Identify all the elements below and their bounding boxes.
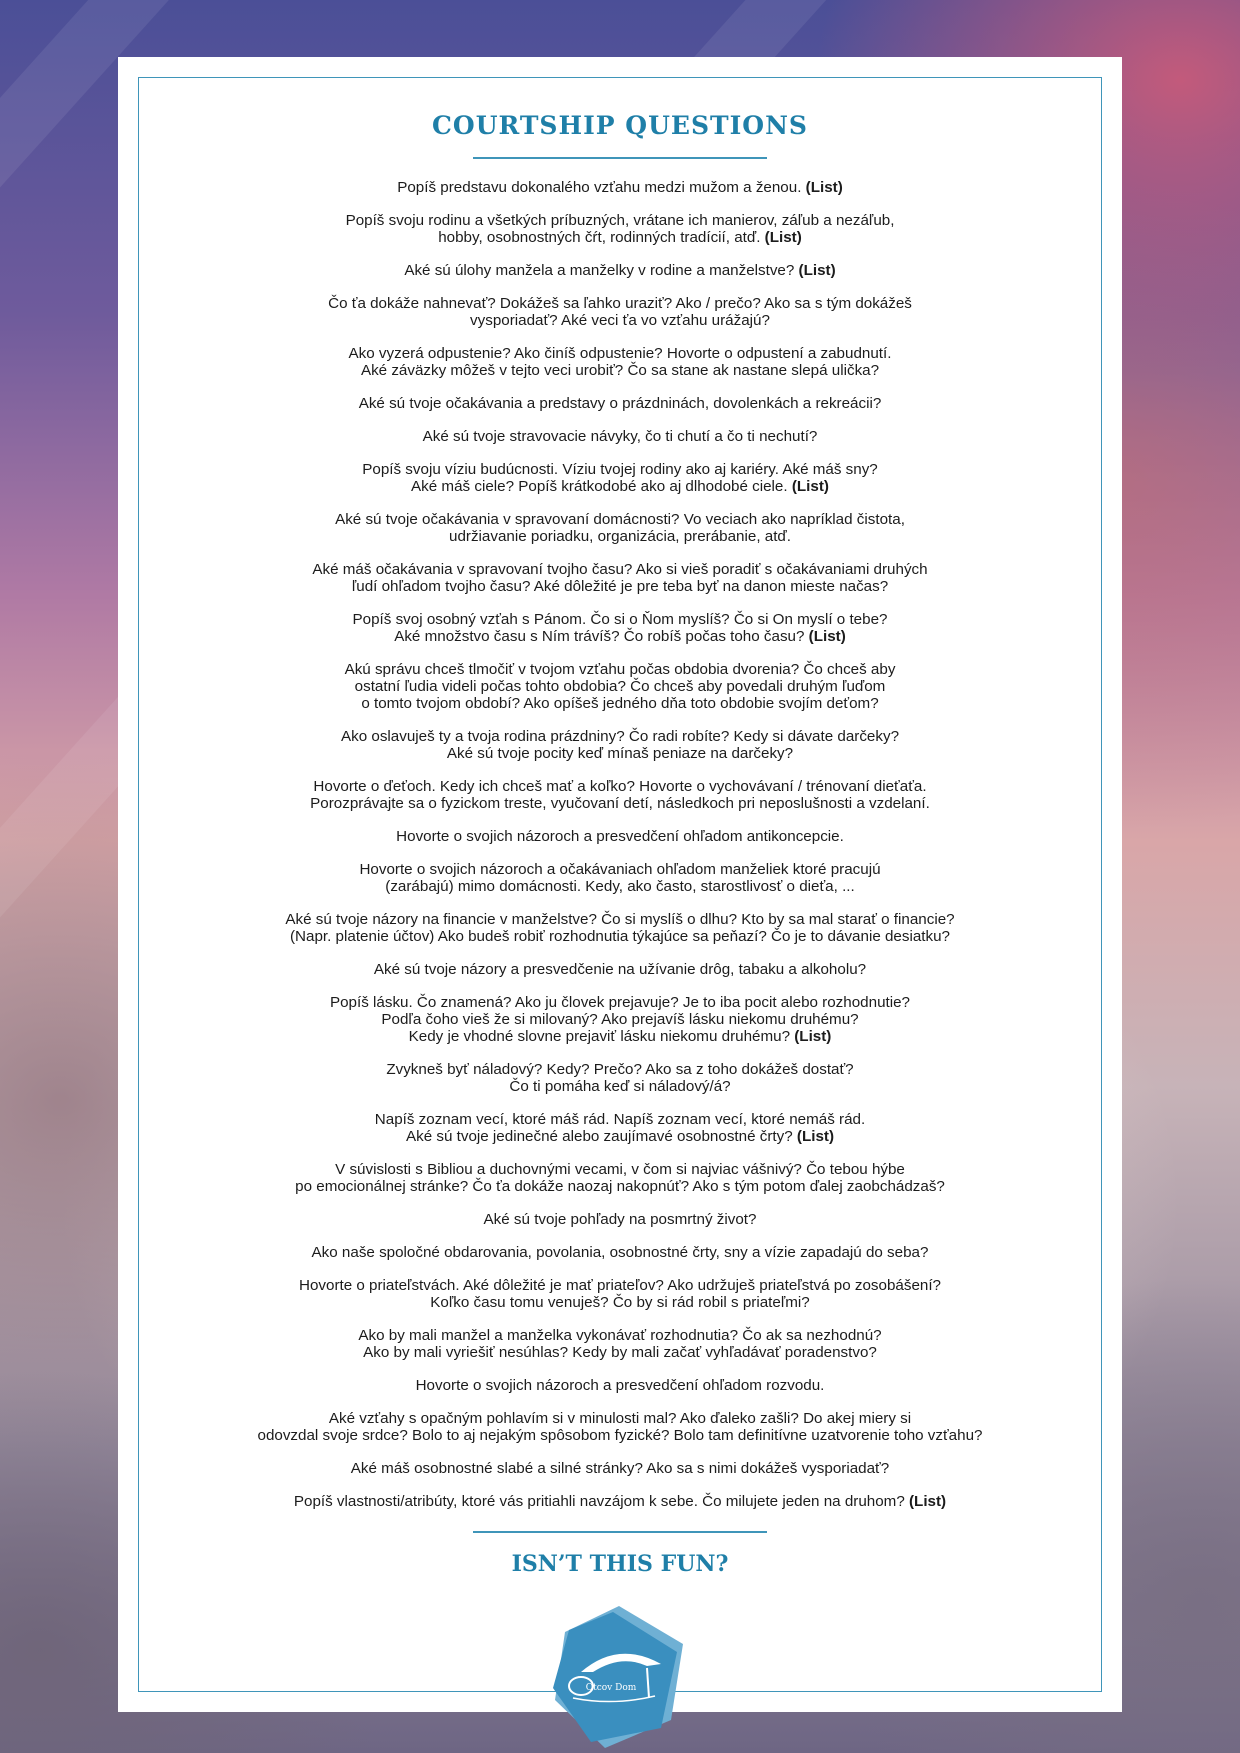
list-tag: (List)	[805, 179, 843, 196]
question-item	[158, 1493, 1082, 1510]
question-text-line: Ako by mali vyriešiť nesúhlas? Kedy by mali začať vyhľadávať poradenstvo?	[363, 1344, 877, 1361]
question-text-line: udržiavanie poriadku, organizácia, prerábanie, atď.	[449, 528, 791, 545]
list-tag: (List)	[796, 1128, 835, 1145]
question-text-line: Popíš svoju víziu budúcnosti. Víziu tvojej rodiny ako aj kariéry. Aké máš sny?	[362, 461, 878, 478]
question-text-line: hobby, osobnostných čŕt, rodinných tradícií, atď.	[438, 229, 765, 246]
question-item	[158, 1244, 1082, 1261]
list-tag: (List)	[808, 628, 846, 645]
question-item	[158, 1460, 1082, 1477]
list-tag: (List)	[791, 478, 829, 495]
list-tag: (List)	[794, 1028, 832, 1045]
question-item	[158, 395, 1082, 412]
question-item	[158, 1211, 1082, 1228]
question-text-line: Hovorte o svojich názoroch a očakávaniach ohľadom manželiek ktoré pracujú	[359, 861, 881, 878]
question-text-line: Aké sú tvoje názory a presvedčenie na užívanie drôg, tabaku a alkoholu?	[373, 961, 867, 978]
question-text-line: Aké máš ciele? Popíš krátkodobé ako aj dlhodobé ciele.	[411, 478, 792, 495]
question-item	[158, 262, 1082, 279]
question-text-line: Popíš svoj osobný vzťah s Pánom. Čo si o Ňom myslíš? Čo si On myslí o tebe?	[352, 611, 888, 628]
question-item	[158, 1061, 1082, 1095]
question-text-line: Popíš predstavu dokonalého vzťahu medzi mužom a ženou.	[397, 179, 806, 196]
page-title: COURTSHIP QUESTIONS	[432, 111, 808, 140]
question-item	[158, 461, 1082, 495]
question-text-line: Aké sú tvoje pohľady na posmrtný život?	[483, 1211, 757, 1228]
question-text-line: Aké sú tvoje názory na financie v manželstve? Čo si myslíš o dlhu? Kto by sa mal starať o financie?	[285, 911, 955, 928]
question-text-line: Zvykneš byť náladový? Kedy? Prečo? Ako sa z toho dokážeš dostať?	[386, 1061, 854, 1078]
question-text-line: Hovorte o svojich názoroch a presvedčení ohľadom antikoncepcie.	[396, 828, 844, 845]
question-text-line: Kedy je vhodné slovne prejaviť lásku niekomu druhému?	[408, 1028, 795, 1045]
question-item	[158, 961, 1082, 978]
question-text-line: Aké sú tvoje pocity keď mínaš peniaze na darčeky?	[446, 745, 794, 762]
footer-title: ISN’T THIS FUN?	[511, 1551, 729, 1577]
question-item	[158, 295, 1082, 329]
question-text-line: ľudí ohľadom tvojho času? Aké dôležité je pre teba byť na danon mieste načas?	[351, 578, 889, 595]
question-text-line: Popíš lásku. Čo znamená? Ako ju človek prejavuje? Je to iba pocit alebo rozhodnutie?	[329, 994, 911, 1011]
question-item	[158, 661, 1082, 712]
question-text-line: Aké sú tvoje stravovacie návyky, čo ti chutí a čo ti nechutí?	[422, 428, 818, 445]
question-text-line: Hovorte o ďeťoch. Kedy ich chceš mať a koľko? Hovorte o vychovávaní / trénovaní dieťaťa.	[313, 778, 927, 795]
question-item	[158, 728, 1082, 762]
question-item	[158, 1327, 1082, 1361]
question-item	[158, 428, 1082, 445]
list-tag: (List)	[909, 1493, 947, 1510]
question-item	[158, 994, 1082, 1045]
question-text-line: Ako by mali manžel a manželka vykonávať rozhodnutia? Čo ak sa nezhodnú?	[358, 1327, 882, 1344]
question-item	[158, 345, 1082, 379]
question-text-line: Aké máš osobnostné slabé a silné stránky? Ako sa s nimi dokážeš vysporiadať?	[350, 1460, 890, 1477]
question-text-line: ostatní ľudia videli počas tohto obdobia? Čo chceš aby povedali druhým ľuďom	[354, 678, 886, 695]
question-text-line: Popíš vlastnosti/atribúty, ktoré vás pritiahli navzájom k sebe. Čo milujete jeden na druhom?	[293, 1493, 909, 1510]
question-text-line: Hovorte o svojich názoroch a presvedčení ohľadom rozvodu.	[415, 1377, 825, 1394]
question-text-line: odovzdal svoje srdce? Bolo to aj nejakým spôsobom fyzické? Bolo tam definitívne uzatvorenie toho vzťahu?	[257, 1427, 983, 1444]
question-text-line: Akú správu chceš tlmočiť v tvojom vzťahu počas obdobia dvorenia? Čo chceš aby	[344, 661, 896, 678]
question-text-line: vysporiadať? Aké veci ťa vo vzťahu urážajú?	[470, 312, 770, 329]
question-text-line: Ako vyzerá odpustenie? Ako činíš odpustenie? Hovorte o odpustení a zabudnutí.	[348, 345, 892, 362]
question-text-line: Podľa čoho vieš že si milovaný? Ako prejavíš lásku niekomu druhému?	[381, 1011, 859, 1028]
question-item	[158, 828, 1082, 845]
list-tag: (List)	[798, 262, 836, 279]
question-text-line: Aké množstvo času s Ním trávíš? Čo robíš počas toho času?	[394, 628, 809, 645]
question-item	[158, 1161, 1082, 1195]
question-text-line: Aké sú tvoje očakávania a predstavy o prázdninách, dovolenkách a rekreácii?	[358, 395, 882, 412]
document-page	[118, 57, 1122, 1712]
question-text-line: Hovorte o priateľstvách. Aké dôležité je mať priateľov? Ako udržuješ priateľstvá po zosobášení?	[298, 1277, 942, 1294]
question-item	[158, 1377, 1082, 1394]
question-text-line: Čo ti pomáha keď si náladový/á?	[509, 1078, 731, 1095]
question-text-line: o tomto tvojom období? Ako opíšeš jedného dňa toto obdobie svojím deťom?	[361, 695, 879, 712]
question-text-line: V súvislosti s Bibliou a duchovnými vecami, v čom si najviac vášnivý? Čo tebou hýbe	[335, 1161, 905, 1178]
question-text-line: Ako oslavuješ ty a tvoja rodina prázdniny? Čo radi robíte? Kedy si dávate darčeky?	[340, 728, 900, 745]
question-list	[158, 179, 1082, 1526]
question-text-line: Napíš zoznam vecí, ktoré máš rád. Napíš zoznam vecí, ktoré nemáš rád.	[374, 1111, 866, 1128]
question-text-line: Čo ťa dokáže nahnevať? Dokážeš sa ľahko uraziť? Ako / prečo? Ako sa s tým dokážeš	[328, 295, 912, 312]
question-item	[158, 778, 1082, 812]
question-text-line: Aké vzťahy s opačným pohlavím si v minulosti mal? Ako ďaleko zašli? Do akej miery si	[328, 1410, 912, 1427]
question-text-line: (Napr. platenie účtov) Ako budeš robiť rozhodnutia týkajúce sa peňazí? Čo je to dávanie desiatku?	[289, 928, 950, 945]
question-text-line: po emocionálnej stránke? Čo ťa dokáže naozaj nakopnúť? Ako s tým potom ďalej zaobchádzaš?	[295, 1178, 945, 1195]
question-text-line: Popíš svoju rodinu a všetkých príbuzných, vrátane ich manierov, záľub a nezáľub,	[345, 212, 895, 229]
question-text-line: Koľko času tomu venuješ? Čo by si rád robil s priateľmi?	[430, 1294, 810, 1311]
question-text-line: Aké máš očakávania v spravovaní tvojho času? Ako si vieš poradiť s očakávaniami druhých	[312, 561, 928, 578]
question-text-line: Aké sú tvoje jedinečné alebo zaujímavé osobnostné črty?	[405, 1128, 797, 1145]
question-text-line: Aké sú úlohy manžela a manželky v rodine a manželstve?	[404, 262, 799, 279]
title-divider	[473, 157, 767, 159]
otcov-dom-logo-icon	[543, 1602, 693, 1752]
footer-divider	[473, 1531, 767, 1533]
question-item	[158, 212, 1082, 246]
question-text-line: Aké sú tvoje očakávania v spravovaní domácnosti? Vo veciach ako napríklad čistota,	[335, 511, 905, 528]
question-item	[158, 611, 1082, 645]
question-item	[158, 861, 1082, 895]
question-text-line: Ako naše spoločné obdarovania, povolania, osobnostné črty, sny a vízie zapadajú do seba?	[311, 1244, 929, 1261]
question-text-line: (zarábajú) mimo domácnosti. Kedy, ako často, starostlivosť o dieťa, ...	[385, 878, 855, 895]
question-item	[158, 1277, 1082, 1311]
logo-text: Otcov Dom	[585, 1683, 637, 1693]
question-item	[158, 1111, 1082, 1145]
question-text-line: Aké záväzky môžeš v tejto veci urobiť? Čo sa stane ak nastane slepá ulička?	[360, 362, 880, 379]
question-item	[158, 911, 1082, 945]
question-item	[158, 1410, 1082, 1444]
question-item	[158, 179, 1082, 196]
question-text-line: Porozprávajte sa o fyzickom treste, vyučovaní detí, následkoch pri neposlušnosti a vzdelaní.	[310, 795, 930, 812]
question-item	[158, 511, 1082, 545]
question-item	[158, 561, 1082, 595]
list-tag: (List)	[764, 229, 802, 246]
